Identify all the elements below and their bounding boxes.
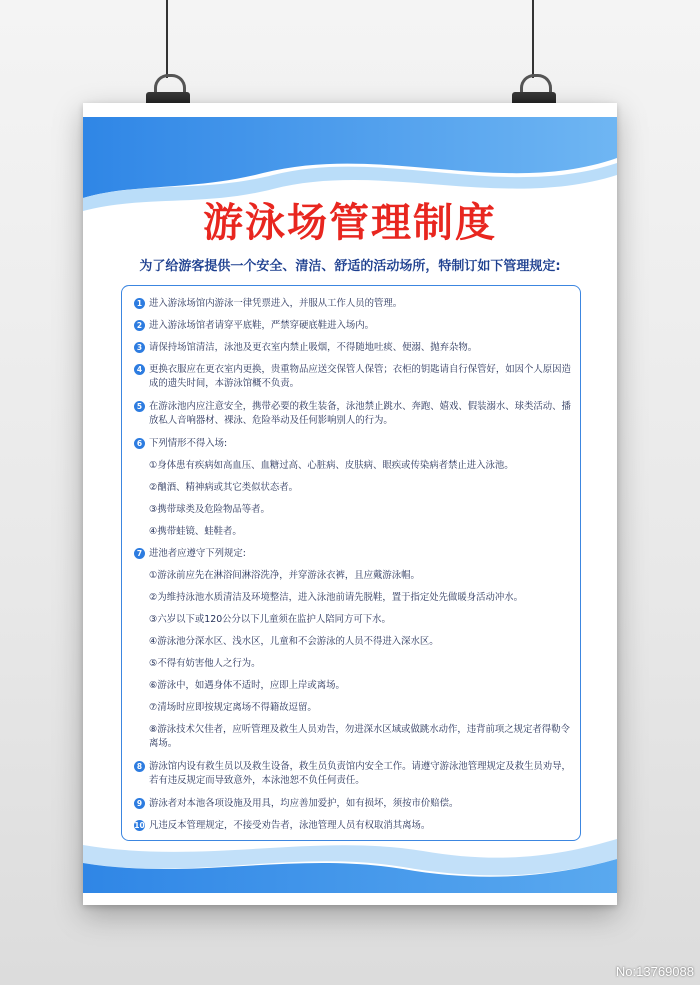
- hanging-wire-left: [166, 0, 168, 78]
- rule-number: 4: [134, 364, 145, 375]
- rule-text: 下列情形不得入场:: [149, 438, 228, 449]
- rule-7-sub-2: ②为维持泳池水质清洁及环境整洁，进入泳池前请先脱鞋，置于指定处先做暖身活动冲水。: [149, 592, 524, 603]
- rule-item-1: [134, 297, 572, 311]
- poster: [83, 103, 617, 905]
- image-id-label: No:13769088: [615, 964, 694, 979]
- rule-7-sub-3: ③六岁以下或120公分以下儿童须在监护人陪同方可下水。: [149, 614, 391, 625]
- rule-item-5: [134, 400, 572, 428]
- rule-item-2: [134, 319, 572, 333]
- rule-number: 6: [134, 438, 145, 449]
- rule-item-9: [134, 797, 572, 811]
- rule-text: 在游泳池内应注意安全，携带必要的救生装备，泳池禁止跳水、奔跑、嬉戏、假装溺水、球类活动、播放私人音响器材、裸泳、危险举动及任何影响别人的行为。: [149, 401, 571, 426]
- rule-item-3: [134, 341, 572, 355]
- rule-text: 进入游泳场馆者请穿平底鞋，严禁穿硬底鞋进入场内。: [149, 320, 375, 331]
- rule-7-sub-6: ⑥游泳中，如遇身体不适时，应即上岸或离场。: [149, 680, 345, 691]
- rule-number: 8: [134, 761, 145, 772]
- rule-item-8: [134, 760, 572, 788]
- rule-text: 凡违反本管理规定，不接受劝告者，泳池管理人员有权取消其离场。: [149, 820, 431, 831]
- rule-6-sub-3: ③携带球类及危险物品等者。: [149, 504, 270, 515]
- rule-text: 请保持场馆清洁，泳池及更衣室内禁止吸烟，不得随地吐痰、便溺、抛弃杂物。: [149, 342, 478, 353]
- rule-7-sub-4: ④游泳池分深水区、浅水区，儿童和不会游泳的人员不得进入深水区。: [149, 636, 439, 647]
- poster-title: 游泳场管理制度: [203, 200, 497, 246]
- rule-item-7: [134, 547, 572, 561]
- rules-box: [121, 285, 581, 841]
- bottom-wave-decoration: [83, 815, 617, 905]
- rule-number: 9: [134, 798, 145, 809]
- rule-number: 10: [134, 821, 145, 830]
- rule-number: 2: [134, 320, 145, 331]
- hanging-wire-right: [532, 0, 534, 78]
- rule-text: 进入游泳场馆内游泳一律凭票进入，并服从工作人员的管理。: [149, 298, 403, 309]
- rule-text: 更换衣服应在更衣室内更换，贵重物品应送交保管人保管；衣柜的钥匙请自行保管好，如因个人原因造成的遗失时间，本游泳馆概不负责。: [149, 364, 571, 389]
- rule-text: 游泳者对本池各项设施及用具，均应善加爱护，如有损坏，须按市价赔偿。: [149, 798, 459, 809]
- rule-text: 进池者应遵守下列规定:: [149, 548, 246, 559]
- rule-number: 3: [134, 342, 145, 353]
- rule-item-6: [134, 437, 572, 451]
- rule-6-sub-4: ④携带蛙镜、蛙鞋者。: [149, 526, 242, 537]
- rule-6-sub-2: ②酗酒、精神病或其它类似状态者。: [149, 482, 299, 493]
- rule-number: 5: [134, 401, 145, 412]
- rule-7-sub-5: ⑤不得有妨害他人之行为。: [149, 658, 261, 669]
- rule-item-4: [134, 363, 572, 391]
- rule-number: 7: [134, 548, 145, 559]
- rule-7-sub-7: ⑦清场时应即按规定离场不得籍故逗留。: [149, 702, 317, 713]
- intro-text: 为了给游客提供一个安全、清洁、舒适的活动场所，特制订如下管理规定:: [139, 259, 561, 274]
- rule-7-sub-1: ①游泳前应先在淋浴间淋浴洗净，并穿游泳衣裤，且应戴游泳帽。: [149, 570, 420, 581]
- rule-6-sub-1: ①身体患有疾病如高血压、血糖过高、心脏病、皮肤病、眼疾或传染病者禁止进入泳池。: [149, 460, 514, 471]
- rule-number: 1: [134, 298, 145, 309]
- rule-text: 游泳馆内设有救生员以及救生设备，救生员负责馆内安全工作。请遵守游泳池管理规定及救生员劝导，若有违反规定而导致意外，本泳池恕不负任何责任。: [149, 761, 571, 786]
- rule-7-sub-8: ⑧游泳技术欠佳者，应听管理及救生人员劝告，勿进深水区域或做跳水动作，违背前项之规定者得勒令离场。: [149, 724, 570, 749]
